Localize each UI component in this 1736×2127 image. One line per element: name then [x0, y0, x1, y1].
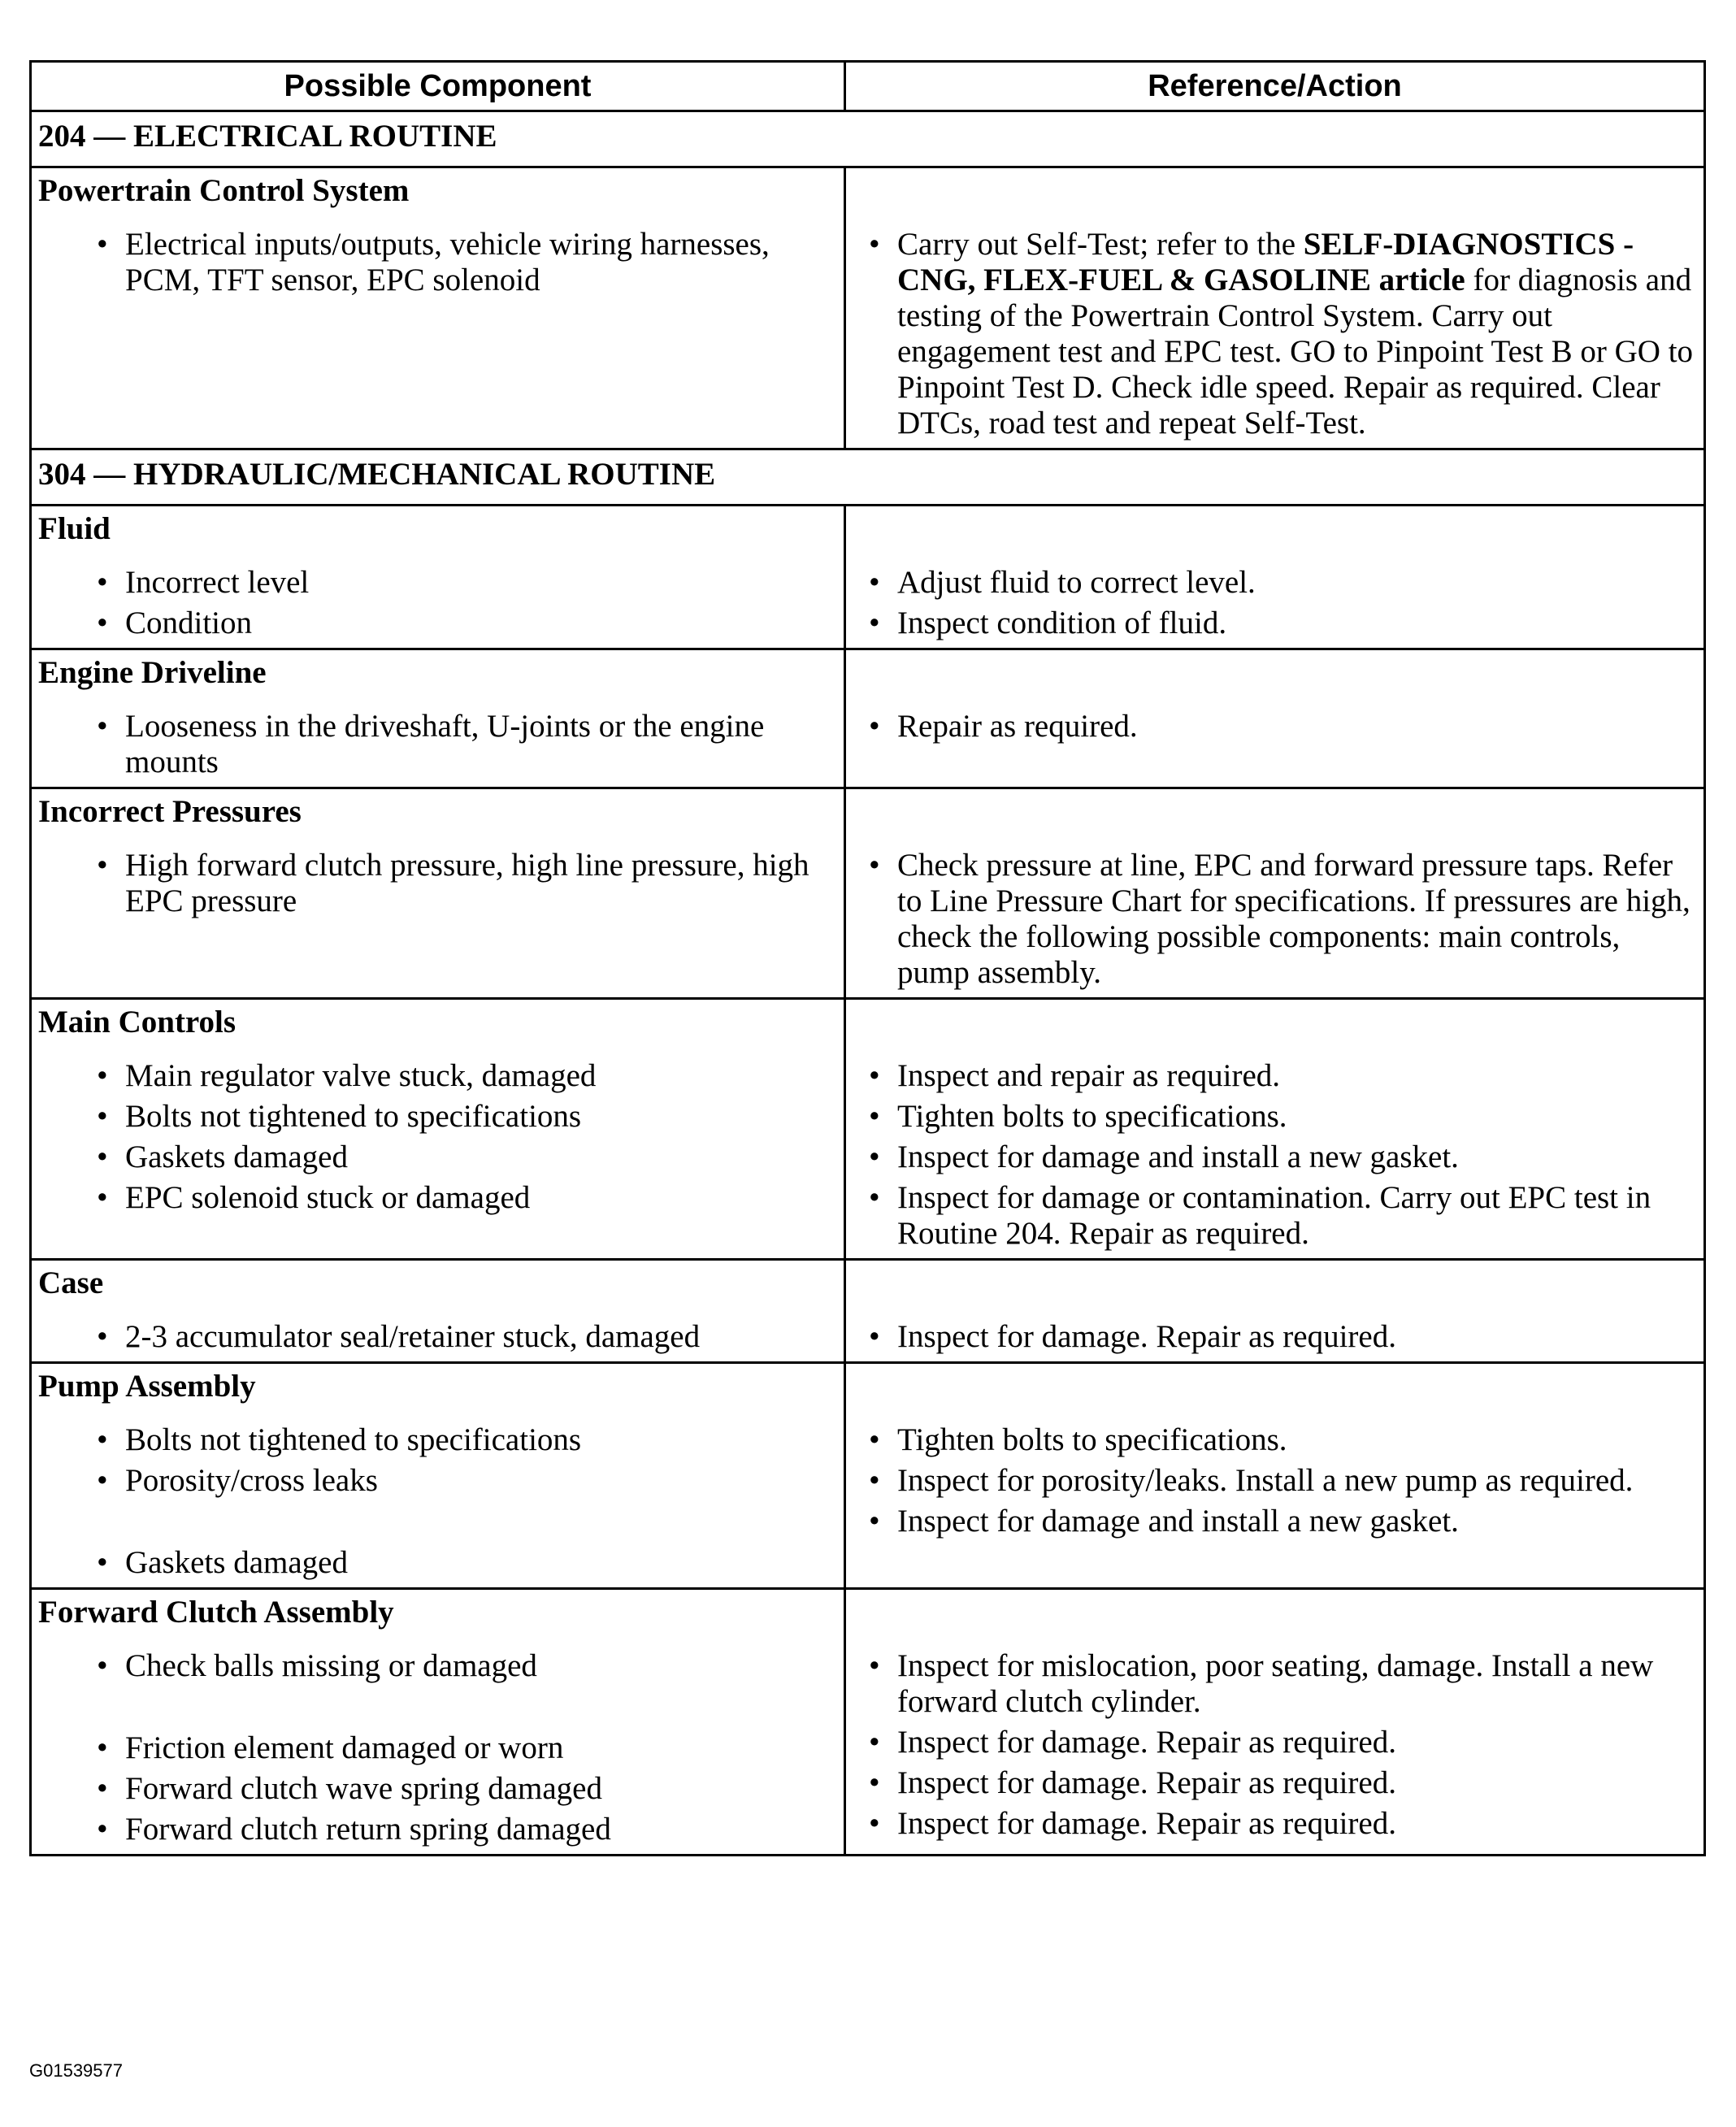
component-item: • Check balls missing or damaged [97, 1648, 537, 1683]
bullet-icon: • [869, 1765, 880, 1800]
component-item: • Gaskets damaged [97, 1139, 348, 1174]
header-row [31, 62, 1705, 111]
component-cell [31, 167, 845, 449]
bullet-icon: • [97, 1180, 108, 1215]
bullet-icon: • [97, 1422, 108, 1457]
group-row [31, 999, 1705, 1260]
bullet-icon: • [869, 1139, 880, 1174]
component-item: • Forward clutch return spring damaged [97, 1812, 611, 1847]
component-item: • Porosity/cross leaks [97, 1463, 378, 1498]
header-reference-action: Reference/Action [845, 62, 1705, 111]
bullet-icon: • [97, 606, 108, 640]
component-item: • Incorrect level [97, 565, 310, 600]
bullet-icon: • [869, 1504, 880, 1539]
component-item: • Looseness in the driveshaft, U-joints or the engine mounts [97, 709, 765, 779]
bullet-icon: • [97, 709, 108, 744]
bullet-icon: • [869, 227, 880, 262]
component-item: • Forward clutch wave spring damaged [97, 1771, 602, 1806]
action-cell [845, 649, 1705, 788]
action-cell [845, 999, 1705, 1260]
group-heading: Incorrect Pressures [38, 794, 302, 829]
action-cell [845, 1589, 1705, 1856]
action-item: • Inspect for damage or contamination. Carry out EPC test in Routine 204. Repair as required. [869, 1180, 1651, 1251]
action-item: • Inspect for damage. Repair as required. [869, 1725, 1396, 1760]
bullet-icon: • [97, 1058, 108, 1093]
action-item: • Tighten bolts to specifications. [869, 1099, 1287, 1134]
bullet-icon: • [869, 606, 880, 640]
group-heading: Forward Clutch Assembly [38, 1595, 394, 1630]
action-item: • Inspect for damage. Repair as required. [869, 1806, 1396, 1841]
component-item: • Friction element damaged or worn [97, 1730, 564, 1765]
bullet-icon: • [97, 1319, 108, 1354]
group-row [31, 506, 1705, 649]
action-item: • Inspect for mislocation, poor seating, damage. Install a new forward clutch cylinder. [869, 1648, 1654, 1719]
action-cell [845, 506, 1705, 649]
component-item: • Condition [97, 606, 253, 640]
component-item: • Electrical inputs/outputs, vehicle wiring harnesses, PCM, TFT sensor, EPC solenoid [97, 227, 770, 297]
group-heading: Engine Driveline [38, 655, 267, 690]
bullet-icon: • [97, 1545, 108, 1580]
component-cell [31, 999, 845, 1260]
bullet-icon: • [869, 565, 880, 600]
component-cell [31, 1260, 845, 1363]
action-item: • Carry out Self-Test; refer to the SELF-DIAGNOSTICS - CNG, FLEX-FUEL & GASOLINE article for diagnosis and testing of the Powertrain Control System. Carry out engagement test and EPC test. GO to Pinpoint Test B or GO to Pinpoint Test D. Check idle speed. Repair as required. Clear DTCs, road test and repeat Self-Test. [869, 227, 1694, 441]
bullet-icon: • [97, 1648, 108, 1683]
article-reference: SELF-DIAGNOSTICS - CNG, FLEX-FUEL & GASOLINE article [897, 227, 1634, 297]
bullet-icon: • [869, 1058, 880, 1093]
action-cell [845, 788, 1705, 999]
component-cell [31, 1589, 845, 1856]
bullet-icon: • [869, 1422, 880, 1457]
component-item: • Bolts not tightened to specifications [97, 1422, 582, 1457]
action-item: • Inspect for porosity/leaks. Install a new pump as required. [869, 1463, 1634, 1498]
action-item: • Repair as required. [869, 709, 1138, 744]
group-heading: Powertrain Control System [38, 173, 410, 208]
group-heading: Pump Assembly [38, 1369, 256, 1404]
group-row [31, 788, 1705, 999]
action-item: • Check pressure at line, EPC and forward pressure taps. Refer to Line Pressure Chart for specifications. If pressures are high, check the following possible components: main controls, pump assembly. [869, 848, 1690, 990]
bullet-icon: • [869, 848, 880, 883]
bullet-icon: • [97, 1730, 108, 1765]
bullet-icon: • [97, 1139, 108, 1174]
action-item: • Inspect and repair as required. [869, 1058, 1281, 1093]
bullet-icon: • [869, 1180, 880, 1215]
bullet-icon: • [97, 1812, 108, 1847]
component-cell [31, 1363, 845, 1589]
bullet-icon: • [97, 1463, 108, 1498]
routine-row [31, 111, 1705, 167]
action-cell [845, 1260, 1705, 1363]
bullet-icon: • [869, 1099, 880, 1134]
routine-title: 204 — ELECTRICAL ROUTINE [31, 111, 1705, 167]
action-item: • Inspect for damage and install a new gasket. [869, 1139, 1459, 1174]
bullet-icon: • [97, 848, 108, 883]
action-cell [845, 1363, 1705, 1589]
group-heading: Case [38, 1265, 104, 1300]
group-row [31, 649, 1705, 788]
action-cell [845, 167, 1705, 449]
bullet-icon: • [869, 709, 880, 744]
header-possible-component: Possible Component [31, 62, 845, 111]
group-heading: Main Controls [38, 1005, 237, 1040]
component-cell [31, 506, 845, 649]
action-item: • Adjust fluid to correct level. [869, 565, 1256, 600]
component-item: • Bolts not tightened to specifications [97, 1099, 582, 1134]
group-heading: Fluid [38, 511, 111, 546]
bullet-icon: • [869, 1463, 880, 1498]
routine-title: 304 — HYDRAULIC/MECHANICAL ROUTINE [31, 449, 1705, 506]
routine-row [31, 449, 1705, 506]
bullet-icon: • [97, 565, 108, 600]
component-item: • Main regulator valve stuck, damaged [97, 1058, 597, 1093]
bullet-icon: • [869, 1648, 880, 1683]
bullet-icon: • [97, 1771, 108, 1806]
component-cell [31, 788, 845, 999]
bullet-icon: • [869, 1319, 880, 1354]
component-item: • High forward clutch pressure, high line pressure, high EPC pressure [97, 848, 809, 918]
action-item: • Tighten bolts to specifications. [869, 1422, 1287, 1457]
group-row [31, 167, 1705, 449]
bullet-icon: • [869, 1725, 880, 1760]
action-item: • Inspect condition of fluid. [869, 606, 1227, 640]
component-cell [31, 649, 845, 788]
component-item: • 2-3 accumulator seal/retainer stuck, damaged [97, 1319, 701, 1354]
component-item: • Gaskets damaged [97, 1545, 348, 1580]
action-item: • Inspect for damage and install a new gasket. [869, 1504, 1459, 1539]
action-item: • Inspect for damage. Repair as required. [869, 1765, 1396, 1800]
group-row [31, 1363, 1705, 1589]
component-item: • EPC solenoid stuck or damaged [97, 1180, 531, 1215]
group-row [31, 1260, 1705, 1363]
action-item: • Inspect for damage. Repair as required. [869, 1319, 1396, 1354]
group-row [31, 1589, 1705, 1856]
diagnosis-table [29, 60, 1706, 1856]
bullet-icon: • [97, 1099, 108, 1134]
figure-id: G01539577 [29, 2060, 123, 2081]
bullet-icon: • [97, 227, 108, 262]
bullet-icon: • [869, 1806, 880, 1841]
